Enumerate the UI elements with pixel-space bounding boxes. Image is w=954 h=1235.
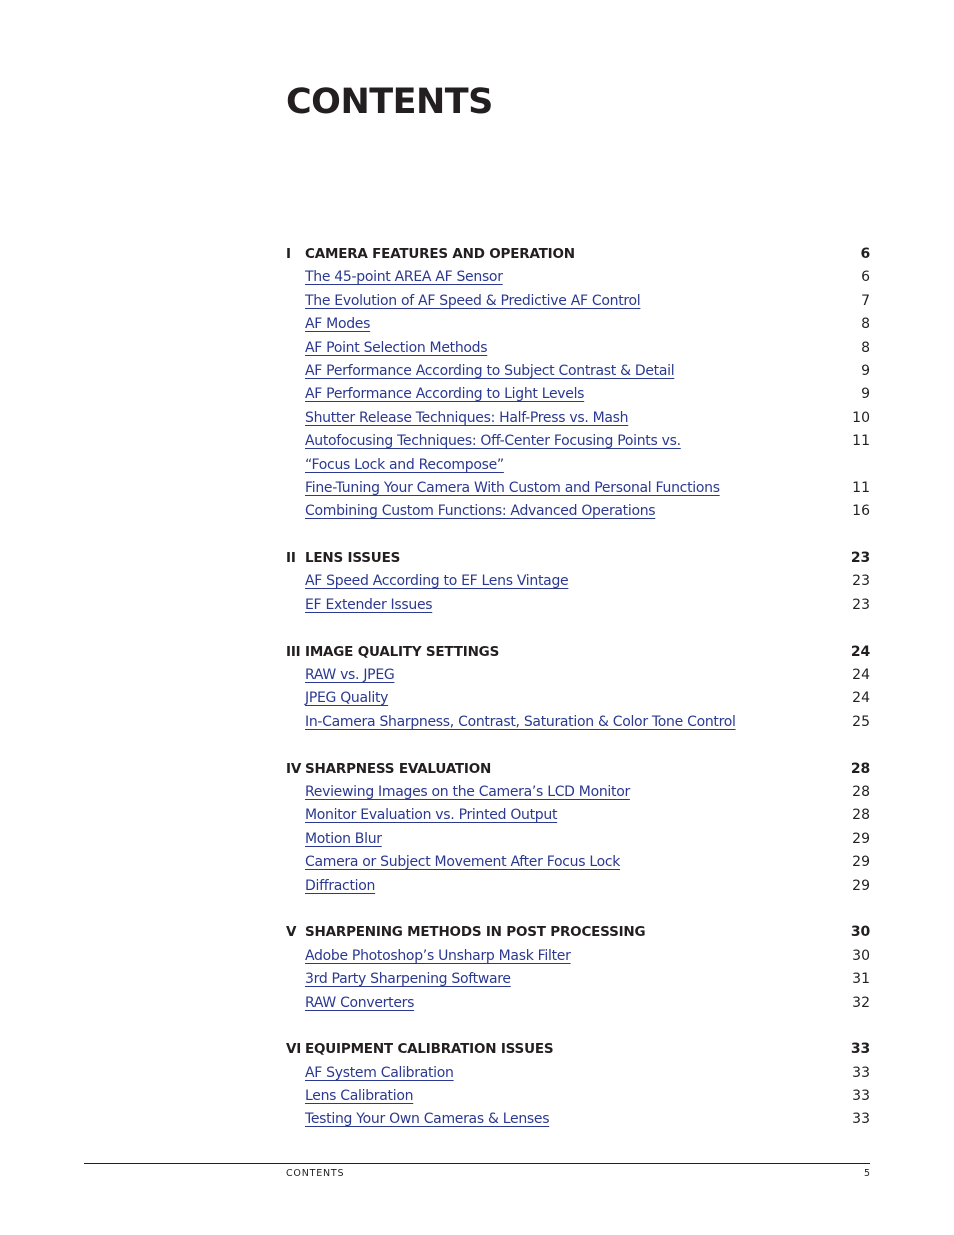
section-title: CAMERA FEATURES AND OPERATION [305,246,575,262]
toc-entry-link[interactable]: RAW Converters [305,994,415,1011]
toc-entry-link[interactable]: AF System Calibration [305,1064,454,1081]
toc-section [286,758,870,898]
toc-entry [286,968,870,991]
section-number: IV [286,760,302,777]
toc-entry [286,477,870,500]
toc-entry-page-number: 8 [861,316,870,333]
toc-entry [286,828,870,851]
toc-entry-link[interactable]: AF Speed According to EF Lens Vintage [305,573,569,590]
section-page-number: 30 [850,924,870,941]
toc-entry-link[interactable]: Camera or Subject Movement After Focus Lock [305,854,621,871]
section-page-number: 24 [850,643,870,660]
section-title: LENS ISSUES [305,550,401,567]
toc-entry-page-number: 23 [852,596,870,613]
toc-section [286,243,870,524]
toc-entry-page-number: 28 [852,783,870,800]
section-number: II [286,550,296,567]
toc-entry-page-number: 32 [852,994,870,1011]
toc-entry-link[interactable]: Reviewing Images on the Camera’s LCD Monitor [305,783,630,800]
toc-entry-link[interactable]: Shutter Release Techniques: Half-Press vs. Mash [305,409,629,426]
page-title: CONTENTS [286,82,493,122]
toc-entry-link[interactable]: EF Extender Issues [305,596,433,613]
toc-entry [286,360,870,383]
toc-entry-link[interactable]: AF Point Selection Methods [305,339,488,356]
toc-section [286,1038,870,1132]
toc-entry [286,383,870,406]
toc-entry [286,804,870,827]
toc-entry-link[interactable]: In-Camera Sharpness, Contrast, Saturation & Color Tone Control [305,713,736,730]
section-number: III [286,643,301,660]
toc-entry [286,500,870,523]
toc-entry-page-number: 33 [852,1064,870,1081]
toc-entry [286,337,870,360]
toc-entry-page-number: 25 [852,713,870,730]
toc-entry-page-number: 8 [861,339,870,356]
table-of-contents [286,243,870,1155]
section-number: VI [286,1041,302,1058]
footer-page-number: 5 [863,1168,870,1179]
toc-entry [286,407,870,430]
section-title: EQUIPMENT CALIBRATION ISSUES [305,1041,554,1058]
section-heading [286,1038,870,1061]
section-title: SHARPENING METHODS IN POST PROCESSING [305,924,646,941]
toc-entry [286,851,870,874]
toc-entry-page-number: 31 [852,971,870,988]
toc-entry [286,313,870,336]
toc-entry-page-number: 11 [852,479,870,496]
toc-entry-link[interactable]: Combining Custom Functions: Advanced Operations [305,503,656,520]
toc-entry-page-number: 33 [852,1111,870,1128]
toc-entry-link[interactable]: Adobe Photoshop’s Unsharp Mask Filter [305,947,571,964]
toc-entry-link[interactable]: Lens Calibration [305,1088,414,1105]
section-heading [286,758,870,781]
toc-entry [286,290,870,313]
section-heading [286,547,870,570]
toc-entry [286,781,870,804]
toc-entry-page-number: 11 [852,433,870,450]
toc-entry [286,1062,870,1085]
section-title: IMAGE QUALITY SETTINGS [305,643,500,660]
toc-entry-page-number: 7 [861,292,870,309]
toc-entry-link[interactable]: The Evolution of AF Speed & Predictive AF Control [305,292,641,309]
section-heading [286,641,870,664]
toc-entry-page-number: 9 [861,362,870,379]
toc-entry-link[interactable]: Fine-Tuning Your Camera With Custom and Personal Functions [305,479,720,496]
section-page-number: 33 [850,1041,870,1058]
footer-rule [84,1163,870,1164]
section-number: V [286,924,297,941]
toc-entry-page-number: 28 [852,807,870,824]
toc-entry [286,992,870,1015]
toc-entry-link[interactable]: AF Performance According to Light Levels [305,386,585,403]
section-title: SHARPNESS EVALUATION [305,760,492,777]
toc-section [286,921,870,1015]
toc-entry-link[interactable]: Testing Your Own Cameras & Lenses [305,1111,550,1128]
toc-entry-link-continuation[interactable]: “Focus Lock and Recompose” [305,456,504,473]
toc-entry [286,945,870,968]
section-number: I [286,246,291,262]
toc-entry [286,1108,870,1131]
section-page-number: 23 [850,550,870,567]
toc-entry [286,711,870,734]
toc-entry [286,594,870,617]
toc-entry [286,266,870,289]
toc-entry-page-number: 29 [852,854,870,871]
section-heading [286,921,870,944]
toc-entry-link[interactable]: RAW vs. JPEG [305,667,395,684]
toc-entry-page-number: 9 [861,386,870,403]
toc-entry-page-number: 29 [852,877,870,894]
footer-label: CONTENTS [286,1168,345,1179]
toc-entry-link[interactable]: 3rd Party Sharpening Software [305,971,511,988]
toc-entry-page-number: 24 [852,667,870,684]
toc-entry [286,664,870,687]
section-page-number: 28 [850,760,870,777]
toc-entry-link[interactable]: Monitor Evaluation vs. Printed Output [305,807,558,824]
toc-entry-link[interactable]: JPEG Quality [305,690,389,707]
toc-entry-continuation [286,454,870,477]
toc-entry-page-number: 16 [852,503,870,520]
toc-entry-link[interactable]: Motion Blur [305,830,382,847]
toc-entry-link[interactable]: AF Performance According to Subject Contrast & Detail [305,362,675,379]
toc-entry-page-number: 10 [852,409,870,426]
toc-entry-page-number: 33 [852,1088,870,1105]
toc-section [286,547,870,617]
toc-entry-page-number: 23 [852,573,870,590]
section-page-number: 6 [860,246,870,262]
toc-entry-page-number: 6 [861,269,870,286]
toc-entry-link[interactable]: Autofocusing Techniques: Off-Center Focusing Points vs. [305,433,681,450]
toc-entry [286,570,870,593]
toc-entry-link[interactable]: AF Modes [305,316,371,333]
toc-entry-page-number: 30 [852,947,870,964]
toc-entry [286,1085,870,1108]
toc-entry-link[interactable]: The 45-point AREA AF Sensor [305,269,503,286]
section-heading [286,243,870,266]
toc-entry [286,430,870,453]
toc-entry [286,875,870,898]
toc-entry-page-number: 29 [852,830,870,847]
toc-section [286,641,870,735]
toc-entry-page-number: 24 [852,690,870,707]
toc-entry [286,687,870,710]
toc-entry-link[interactable]: Diffraction [305,877,376,894]
